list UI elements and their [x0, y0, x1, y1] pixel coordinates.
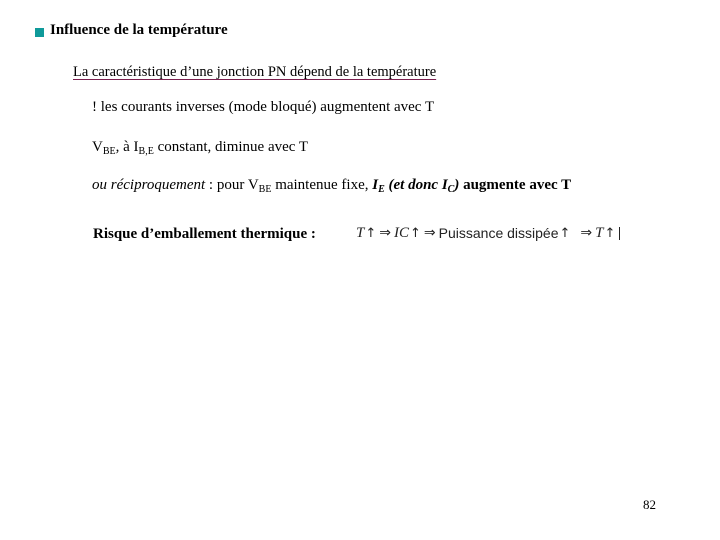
- thermal-runaway-formula: T ↑ ⇒ I C ↑ ⇒ Puissance dissipée ↑ ⇒ T ↑: [356, 222, 620, 244]
- formula-t: T: [356, 224, 365, 241]
- reciprocal-lead: ou réciproquement: [92, 177, 206, 193]
- implies-arrow-icon: ⇒: [379, 225, 391, 241]
- reciprocal-tail: augmente avec T: [459, 177, 572, 193]
- up-arrow-icon: ↑: [559, 225, 571, 241]
- ic-paren-close: ): [454, 177, 460, 193]
- formula-power: Puissance dissipée: [438, 225, 559, 241]
- ic-sub: C: [447, 184, 455, 195]
- up-arrow-icon: ↑: [365, 225, 377, 241]
- up-arrow-icon: ↑: [410, 225, 421, 241]
- formula-ic: I: [393, 224, 399, 241]
- ie-symbol: I: [372, 177, 379, 193]
- ibe-sub: B,E: [138, 146, 154, 157]
- section-subtitle: La caractéristique d’une jonction PN dépend de la température: [73, 64, 437, 80]
- ic-paren-open: (et donc I: [384, 177, 448, 193]
- up-arrow-icon: ↑: [604, 225, 616, 241]
- vbe-mid: , à I: [115, 139, 139, 155]
- line-thermal-runaway: Risque d’emballement thermique :: [93, 226, 316, 242]
- implies-arrow-icon: ⇒: [580, 225, 593, 241]
- bullet-square-icon: [35, 28, 44, 37]
- reciprocal-vbe-sub: BE: [258, 184, 272, 195]
- reciprocal-mid: : pour V: [205, 177, 259, 193]
- implies-arrow-icon: ⇒: [423, 225, 436, 241]
- reciprocal-mid2: maintenue fixe,: [271, 177, 373, 193]
- section-title: Influence de la température: [50, 22, 228, 38]
- line-inverse-currents: ! les courants inverses (mode bloqué) augmentent avec T: [92, 99, 435, 115]
- line-reciprocal: [92, 177, 571, 194]
- ie-sub: E: [378, 184, 385, 195]
- formula-t2: T: [595, 224, 604, 241]
- page-number: 82: [643, 497, 656, 512]
- bar-glyph-icon: [619, 227, 620, 240]
- vbe-sub: BE: [102, 146, 116, 157]
- vbe-v: V: [92, 139, 103, 155]
- vbe-tail: constant, diminue avec T: [153, 139, 309, 155]
- line-vbe: [92, 139, 308, 156]
